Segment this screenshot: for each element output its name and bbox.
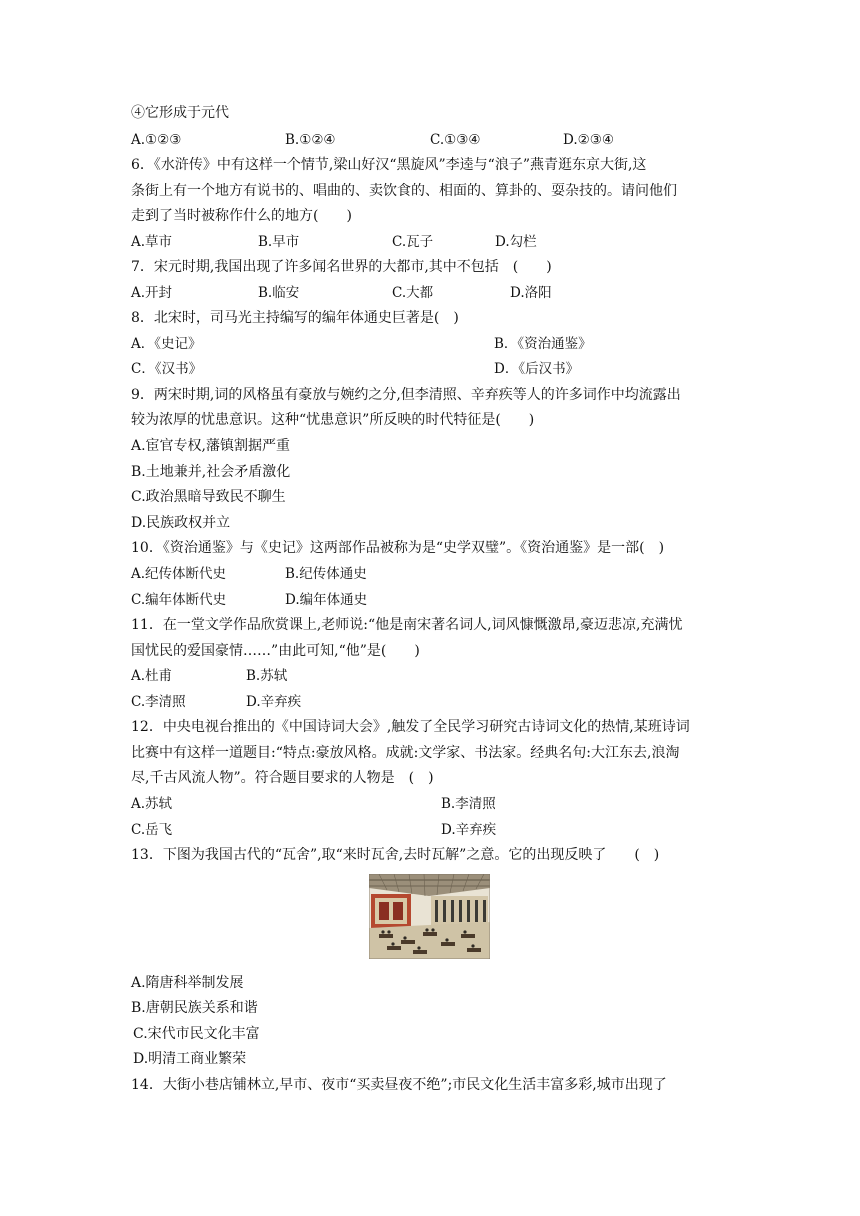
q8-option-a: A．《史记》	[131, 336, 202, 352]
q12-stem-line-2: 比赛中有这样一道题目:“特点:豪放风格。成就:文学家、书法家。经典名句:大江东去,浪淘	[131, 745, 680, 761]
q8-option-c: C．《汉书》	[131, 361, 203, 377]
q12-option-d: D.辛弃疾	[441, 822, 497, 838]
q13-stem: 13．下图为我国古代的“瓦舍”,取“来时瓦舍,去时瓦解”之意。它的出现反映了 ( )	[131, 847, 660, 863]
q12-stem-line-3: 尽,千古风流人物”。符合题目要求的人物是 ( )	[131, 770, 434, 786]
q5-option-c: C.①③④	[430, 132, 481, 148]
q8-stem: 8．北宋时，司马光主持编写的编年体通史巨著是( )	[131, 310, 459, 326]
q6-stem-line-1: 6．《水浒传》中有这样一个情节,梁山好汉“黑旋风”李逵与“浪子”燕青逛东京大街,这	[131, 157, 647, 173]
q10-option-d: D.编年体通史	[285, 592, 368, 608]
q13-option-b: B.唐朝民族关系和谐	[131, 1000, 258, 1016]
q6-stem-line-2: 条街上有一个地方有说书的、唱曲的、卖饮食的、相面的、算卦的、耍杂技的。请问他们	[131, 183, 677, 199]
q13-option-c: C.宋代市民文化丰富	[133, 1026, 260, 1042]
q12-stem-line-1: 12．中央电视台推出的《中国诗词大会》,触发了全民学习研究古诗词文化的热情,某班诗词	[131, 719, 690, 735]
q6-option-a: A.草市	[131, 234, 173, 250]
q5-option-a: A.①②③	[131, 132, 182, 148]
q9-option-d: D.民族政权并立	[131, 515, 231, 531]
q10-option-c: C.编年体断代史	[131, 592, 227, 608]
q9-option-c: C.政治黑暗导致民不聊生	[131, 489, 286, 505]
q6-option-d: D.勾栏	[495, 234, 537, 250]
q7-option-d: D.洛阳	[510, 285, 552, 301]
q7-option-b: B.临安	[258, 285, 300, 301]
q12-option-a: A.苏轼	[131, 796, 173, 812]
q5-statement-4: ④它形成于元代	[131, 105, 229, 121]
q5-option-d: D.②③④	[563, 132, 614, 148]
q9-stem-line-1: 9．两宋时期,词的风格虽有豪放与婉约之分,但李清照、辛弃疾等人的许多词作中均流露出	[131, 387, 681, 403]
wazi-theater-illustration	[369, 874, 490, 959]
q11-option-b: B.苏轼	[246, 668, 288, 684]
q14-stem: 14．大街小巷店铺林立,早市、夜市“买卖昼夜不绝”;市民文化生活丰富多彩,城市出现了	[131, 1077, 667, 1093]
q12-option-b: B.李清照	[441, 796, 496, 812]
q11-option-c: C.李清照	[131, 694, 186, 710]
q10-option-a: A.纪传体断代史	[131, 566, 227, 582]
q11-option-d: D.辛弃疾	[246, 694, 302, 710]
q7-option-a: A.开封	[131, 285, 173, 301]
q8-option-b: B．《资治通鉴》	[494, 336, 592, 352]
q6-option-c: C.瓦子	[392, 234, 434, 250]
q5-option-b: B.①②④	[285, 132, 336, 148]
q8-option-d: D．《后汉书》	[494, 361, 580, 377]
q6-stem-line-3: 走到了当时被称作什么的地方( )	[131, 208, 352, 224]
q10-option-b: B.纪传体通史	[285, 566, 367, 582]
q13-option-d: D.明清工商业繁荣	[133, 1051, 247, 1067]
q11-stem-line-2: 国忧民的爱国豪情……”由此可知,“他”是( )	[131, 643, 420, 659]
q9-option-a: A.宦官专权,藩镇割据严重	[131, 438, 291, 454]
q7-option-c: C.大都	[392, 285, 434, 301]
q12-option-c: C.岳飞	[131, 822, 173, 838]
q9-stem-line-2: 较为浓厚的忧患意识。这种“忧患意识”所反映的时代特征是( )	[131, 412, 535, 428]
q7-stem: 7．宋元时期,我国出现了许多闻名世界的大都市,其中不包括 ( )	[131, 259, 552, 275]
q6-option-b: B.早市	[258, 234, 300, 250]
q10-stem: 10．《资治通鉴》与《史记》这两部作品被称为是“史学双璧”。《资治通鉴》是一部( )	[131, 540, 665, 556]
q11-stem-line-1: 11．在一堂文学作品欣赏课上,老师说:“他是南宋著名词人,词风慷慨激昂,豪迈悲凉,充满忧	[131, 617, 683, 633]
q13-option-a: A.隋唐科举制发展	[131, 975, 244, 991]
q11-option-a: A.杜甫	[131, 668, 173, 684]
q9-option-b: B.土地兼并,社会矛盾激化	[131, 464, 291, 480]
